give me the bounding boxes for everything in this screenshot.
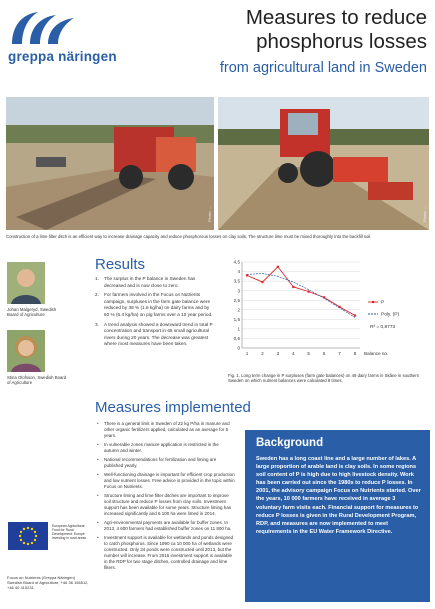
chart-caption: Fig. 1. Long term change in P surpluses (farm gate balances) on 49 dairy farms in Skåne in southern Sweden on which nutrient balances were calculated 8 times. (228, 373, 420, 384)
results-list (95, 276, 215, 351)
contact-info: Focus on Nutrients (Greppa Näringen) Swedish Board of Agriculture, +46 36 156512, +46 40 415231 (7, 575, 89, 590)
page-subtitle: from agricultural land in Sweden (219, 60, 427, 76)
page-title-line1: Measures to reduce (245, 6, 427, 29)
person-caption-johan: Johan Malgeryd, Swedish Board of Agriculture (7, 307, 57, 318)
data-point-p (292, 286, 294, 288)
y-tick-label: 4,5 (233, 259, 240, 265)
x-tick-label: 7 (338, 351, 341, 356)
eu-flag-icon (8, 522, 48, 550)
measures-heading: Measures implemented (95, 399, 251, 416)
photo-credit-left: Photo: ... (207, 205, 212, 222)
results-item (95, 276, 215, 289)
x-tick-label: 5 (307, 351, 310, 356)
logo-text: greppa näringen (8, 49, 117, 64)
measures-item: • National recommendations for fertilization and liming are published yearly. (97, 457, 235, 469)
eu-funding-text: European Agricultural Fund for Rural Development: Europe investing in rural areas (52, 524, 87, 540)
page-title-line2: phosphorus losses (256, 30, 427, 53)
y-tick-label: 0 (237, 345, 240, 351)
data-point-p (308, 291, 310, 293)
series-p-line (247, 267, 355, 316)
y-tick-label: 3,5 (233, 278, 240, 284)
person-photo-johan (7, 262, 45, 304)
y-tick-label: 1,5 (233, 316, 240, 322)
measures-item: • In vulnerable zones manure application is restricted in the autumn and winter. (97, 442, 235, 454)
results-item-text: The surplus in the P balance in Sweden has decreased and is now close to zero. (104, 276, 196, 288)
legend-marker (372, 301, 374, 303)
person-photo-stina (7, 330, 45, 372)
y-tick-label: 4 (237, 269, 240, 275)
photo-caption: Construction of a lime filter ditch is an efficient way to increase drainage capacity and reduce phosphorous losses on clay soils. The structure lime must be mixed thoroughly into the backfill soil. (6, 234, 372, 239)
x-tick-label: 2 (261, 351, 264, 356)
measures-item: • Agri-environmental payments are available for buffer zones. In 2013, 4 600 farmers had established buffer zones on 11 800 ha. (97, 520, 235, 532)
y-tick-label: 0,5 (233, 336, 240, 342)
results-item (95, 292, 215, 318)
p-surplus-chart (222, 256, 430, 368)
x-tick-label: 4 (292, 351, 295, 356)
y-tick-label: 1 (237, 326, 240, 332)
x-tick-label: 6 (322, 351, 326, 356)
x-tick-label: 3 (276, 351, 280, 356)
legend-label: Poly. (P) (381, 312, 400, 318)
x-tick-label: 1 (245, 351, 249, 356)
r2-label: R² = 0,8773 (370, 325, 396, 330)
legend-label: P (381, 300, 385, 306)
measures-item: • Investment support is available for wetlands and ponds designed to catch phosphorus. Since 1990 ca 10 000 ha of wetlands were constructed. Only 34 ponds were constructed until 2013, but the number will increase. From 2016 investment support is available in the RDP for two stage ditches, controlled drainage and lime filters. (97, 535, 235, 571)
y-tick-label: 2,5 (233, 297, 240, 303)
results-item (95, 322, 215, 348)
results-item-number: 1. (95, 276, 99, 281)
x-tick-label: 8 (353, 351, 357, 356)
measures-item: • There is a general limit in Sweden of 22 kg P/ha in manure and other organic fertilizers applied, calculated as an average for 5 years. (97, 421, 235, 439)
data-point-p (354, 314, 356, 316)
x-axis-label: Balance no. (364, 351, 389, 356)
tractor-photo-left (6, 97, 214, 230)
photo-credit-right: Photo: ... (422, 205, 427, 222)
results-item-number: 3. (95, 321, 99, 327)
tractor-photo-right (218, 97, 429, 230)
measures-list (97, 421, 235, 574)
person-caption-stina: Stina Olofsson, Swedish Board of Agriculture (7, 375, 67, 386)
data-point-p (261, 281, 263, 283)
background-heading: Background (256, 437, 324, 449)
greppa-logo-icon (8, 8, 86, 48)
measures-item: • Well-functioning drainage is important for efficient crop production and low nutrient losses. Free advice is provided in the topic within Focus on Nutrients. (97, 472, 235, 490)
results-item-text: For farmers involved in the Focus on Nutrients campaign, surpluses in the farm gate balance were reduced by 38 % (1.6 kg/ha) on dairy farms and by 60 % (6.4 kg/ha) on pig farms over a 10 year period. (104, 292, 213, 317)
results-heading: Results (95, 256, 146, 273)
series-poly-line (247, 273, 355, 317)
data-point-p (277, 266, 279, 268)
measures-item: • Structure liming and lime filter ditches are important to improve soil structure and reduce P losses from clay soils. Investment support has been available for some years. Structure liming has increased significantly and 6 100 ha were limed in 2014. (97, 493, 235, 517)
results-item-text: A trend analysis showed a downward trend in total P concentration and transport in 65 small agricultural rivers during 20 years. The decrease was greatest where most measures have been taken. (104, 321, 213, 347)
results-item-number: 2. (95, 292, 99, 298)
background-text: Sweden has a long coast line and a large number of lakes. A large proportion of arable land is clay soils. In some regions soil content of P is high due to high livestock density. Work has been carried out since the 1980s to reduce P losses. In 2001, the advisory campaign Focus on Nutrients started. Over the years, 10 000 farmers have received in average 3 voluntary farm visits each. Financial support for measures to reduce P losses is given in the Rural Development Program, RDP, and measures are now implemented to meet requirements in the EU Water Framework Directive. (256, 456, 421, 535)
y-tick-label: 3 (237, 288, 240, 294)
y-tick-label: 2 (237, 307, 240, 313)
